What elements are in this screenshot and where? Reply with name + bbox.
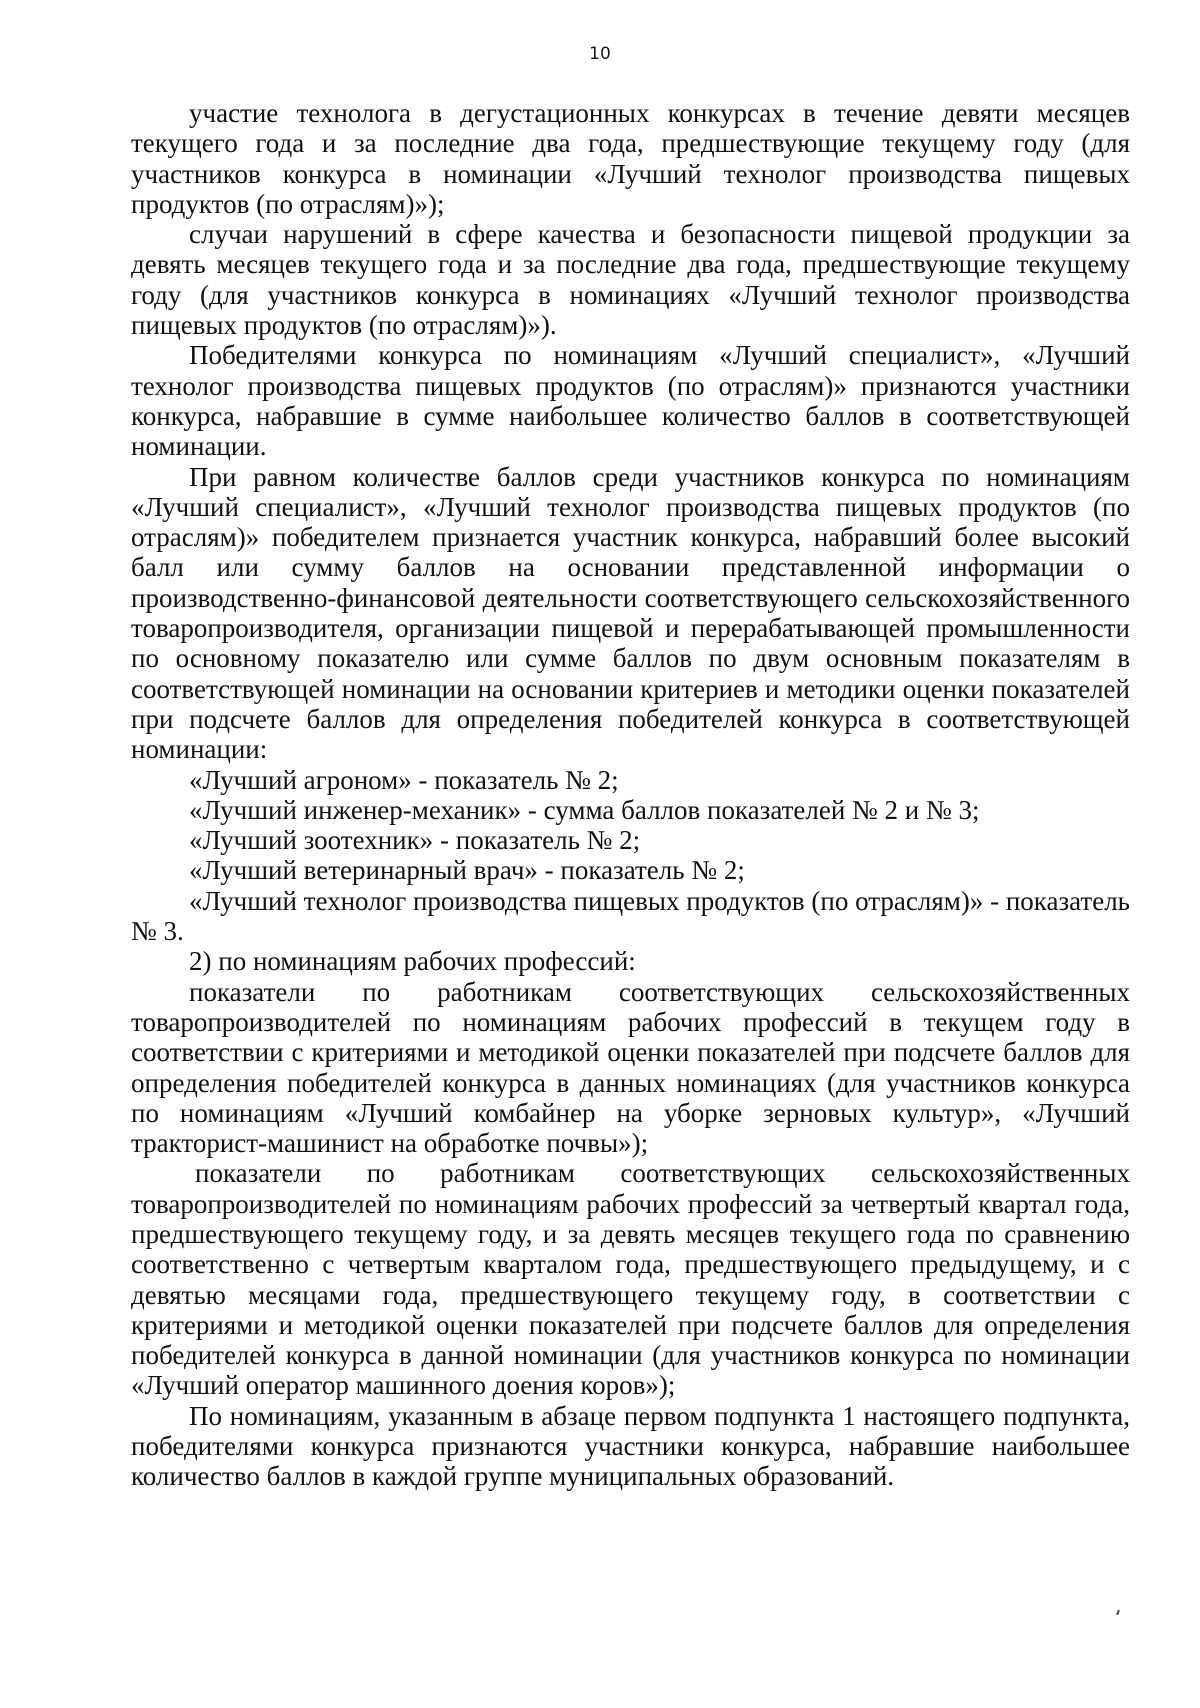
list-item-zootechnician: «Лучший зоотехник» - показатель № 2; bbox=[189, 825, 641, 856]
list-item-engineer-mechanic: «Лучший инженер-механик» - сумма баллов показателей № 2 и № 3; bbox=[189, 794, 980, 825]
paragraph-working-professions: 2) по номинациям рабочих профессий: bbox=[189, 946, 636, 977]
list-item-food-technologist: «Лучший технолог производства пищевых продуктов (по отраслям)» - показатель № 3. bbox=[131, 885, 1130, 947]
scan-mark bbox=[1116, 1610, 1120, 1615]
paragraph-municipal-groups: По номинациям, указанным в абзаце первом подпункта 1 настоящего подпункта, победителями конкурса признаются участники конкурса, набравшие наибольшее количество баллов в каждой группе муниципальных образований. bbox=[131, 1400, 1130, 1492]
paragraph-indicators-quarter: показатели по работникам соответствующих сельскохозяйственных товаропроизводителей по номинациям рабочих профессий за четвертый квартал года, предшествующего текущему году, и за девять месяцев текущего года по сравнению соответственно с четвертым кварталом года, предшествующего предыдущему, и с девятью месяцами года, предшествующего текущему году, в соответствии с критериями и методикой оценки показателей при подсчете баллов для определения победителей конкурса в данной номинации (для участников конкурса по номинации «Лучший оператор машинного доения коров»); bbox=[131, 1158, 1130, 1401]
paragraph-winners-specialist: Победителями конкурса по номинациям «Лучший специалист», «Лучший технолог производства пищевых продуктов (по отраслям)» признаются участники конкурса, набравшие в сумме наибольшее количество баллов в соответствующей номинации. bbox=[131, 340, 1130, 462]
paragraph-indicators-current-year: показатели по работникам соответствующих сельскохозяйственных товаропроизводителей по номинациям рабочих профессий в текущем году в соответствии с критериями и методикой оценки показателей при подсчете баллов для определения победителей конкурса в данных номинациях (для участников конкурса по номинациям «Лучший комбайнер на уборке зерновых культур», «Лучший тракторист-машинист на обработке почвы»); bbox=[131, 976, 1130, 1159]
paragraph-equal-points: При равном количестве баллов среди участников конкурса по номинациям «Лучший специалист», «Лучший технолог производства пищевых продуктов (по отраслям)» победителем признается участник конкурса, набравший более высокий балл или сумму баллов на основании представленной информации о производственно-финансовой деятельности соответствующего сельскохозяйственного товаропроизводителя, организации пищевой и перерабатывающей промышленности по основному показателю или сумме баллов по двум основным показателям в соответствующей номинации на основании критериев и методики оценки показателей при подсчете баллов для определения победителей конкурса в соответствующей номинации: bbox=[131, 461, 1130, 765]
paragraph-quality-violations: случаи нарушений в сфере качества и безопасности пищевой продукции за девять месяцев текущего года и за последние два года, предшествующие текущему году (для участников конкурса в номинациях «Лучший технолог производства пищевых продуктов (по отраслям)»). bbox=[131, 219, 1130, 341]
paragraph-tasting-contests: участие технолога в дегустационных конкурсах в течение девяти месяцев текущего года и за последние два года, предшествующие текущему году (для участников конкурса в номинации «Лучший технолог производства пищевых продуктов (по отраслям)»); bbox=[131, 98, 1130, 219]
page-number: 10 bbox=[589, 44, 611, 64]
list-item-agronomist: «Лучший агроном» - показатель № 2; bbox=[189, 764, 619, 795]
list-item-veterinarian: «Лучший ветеринарный врач» - показатель № 2; bbox=[189, 855, 745, 886]
document-body bbox=[131, 98, 1130, 1492]
